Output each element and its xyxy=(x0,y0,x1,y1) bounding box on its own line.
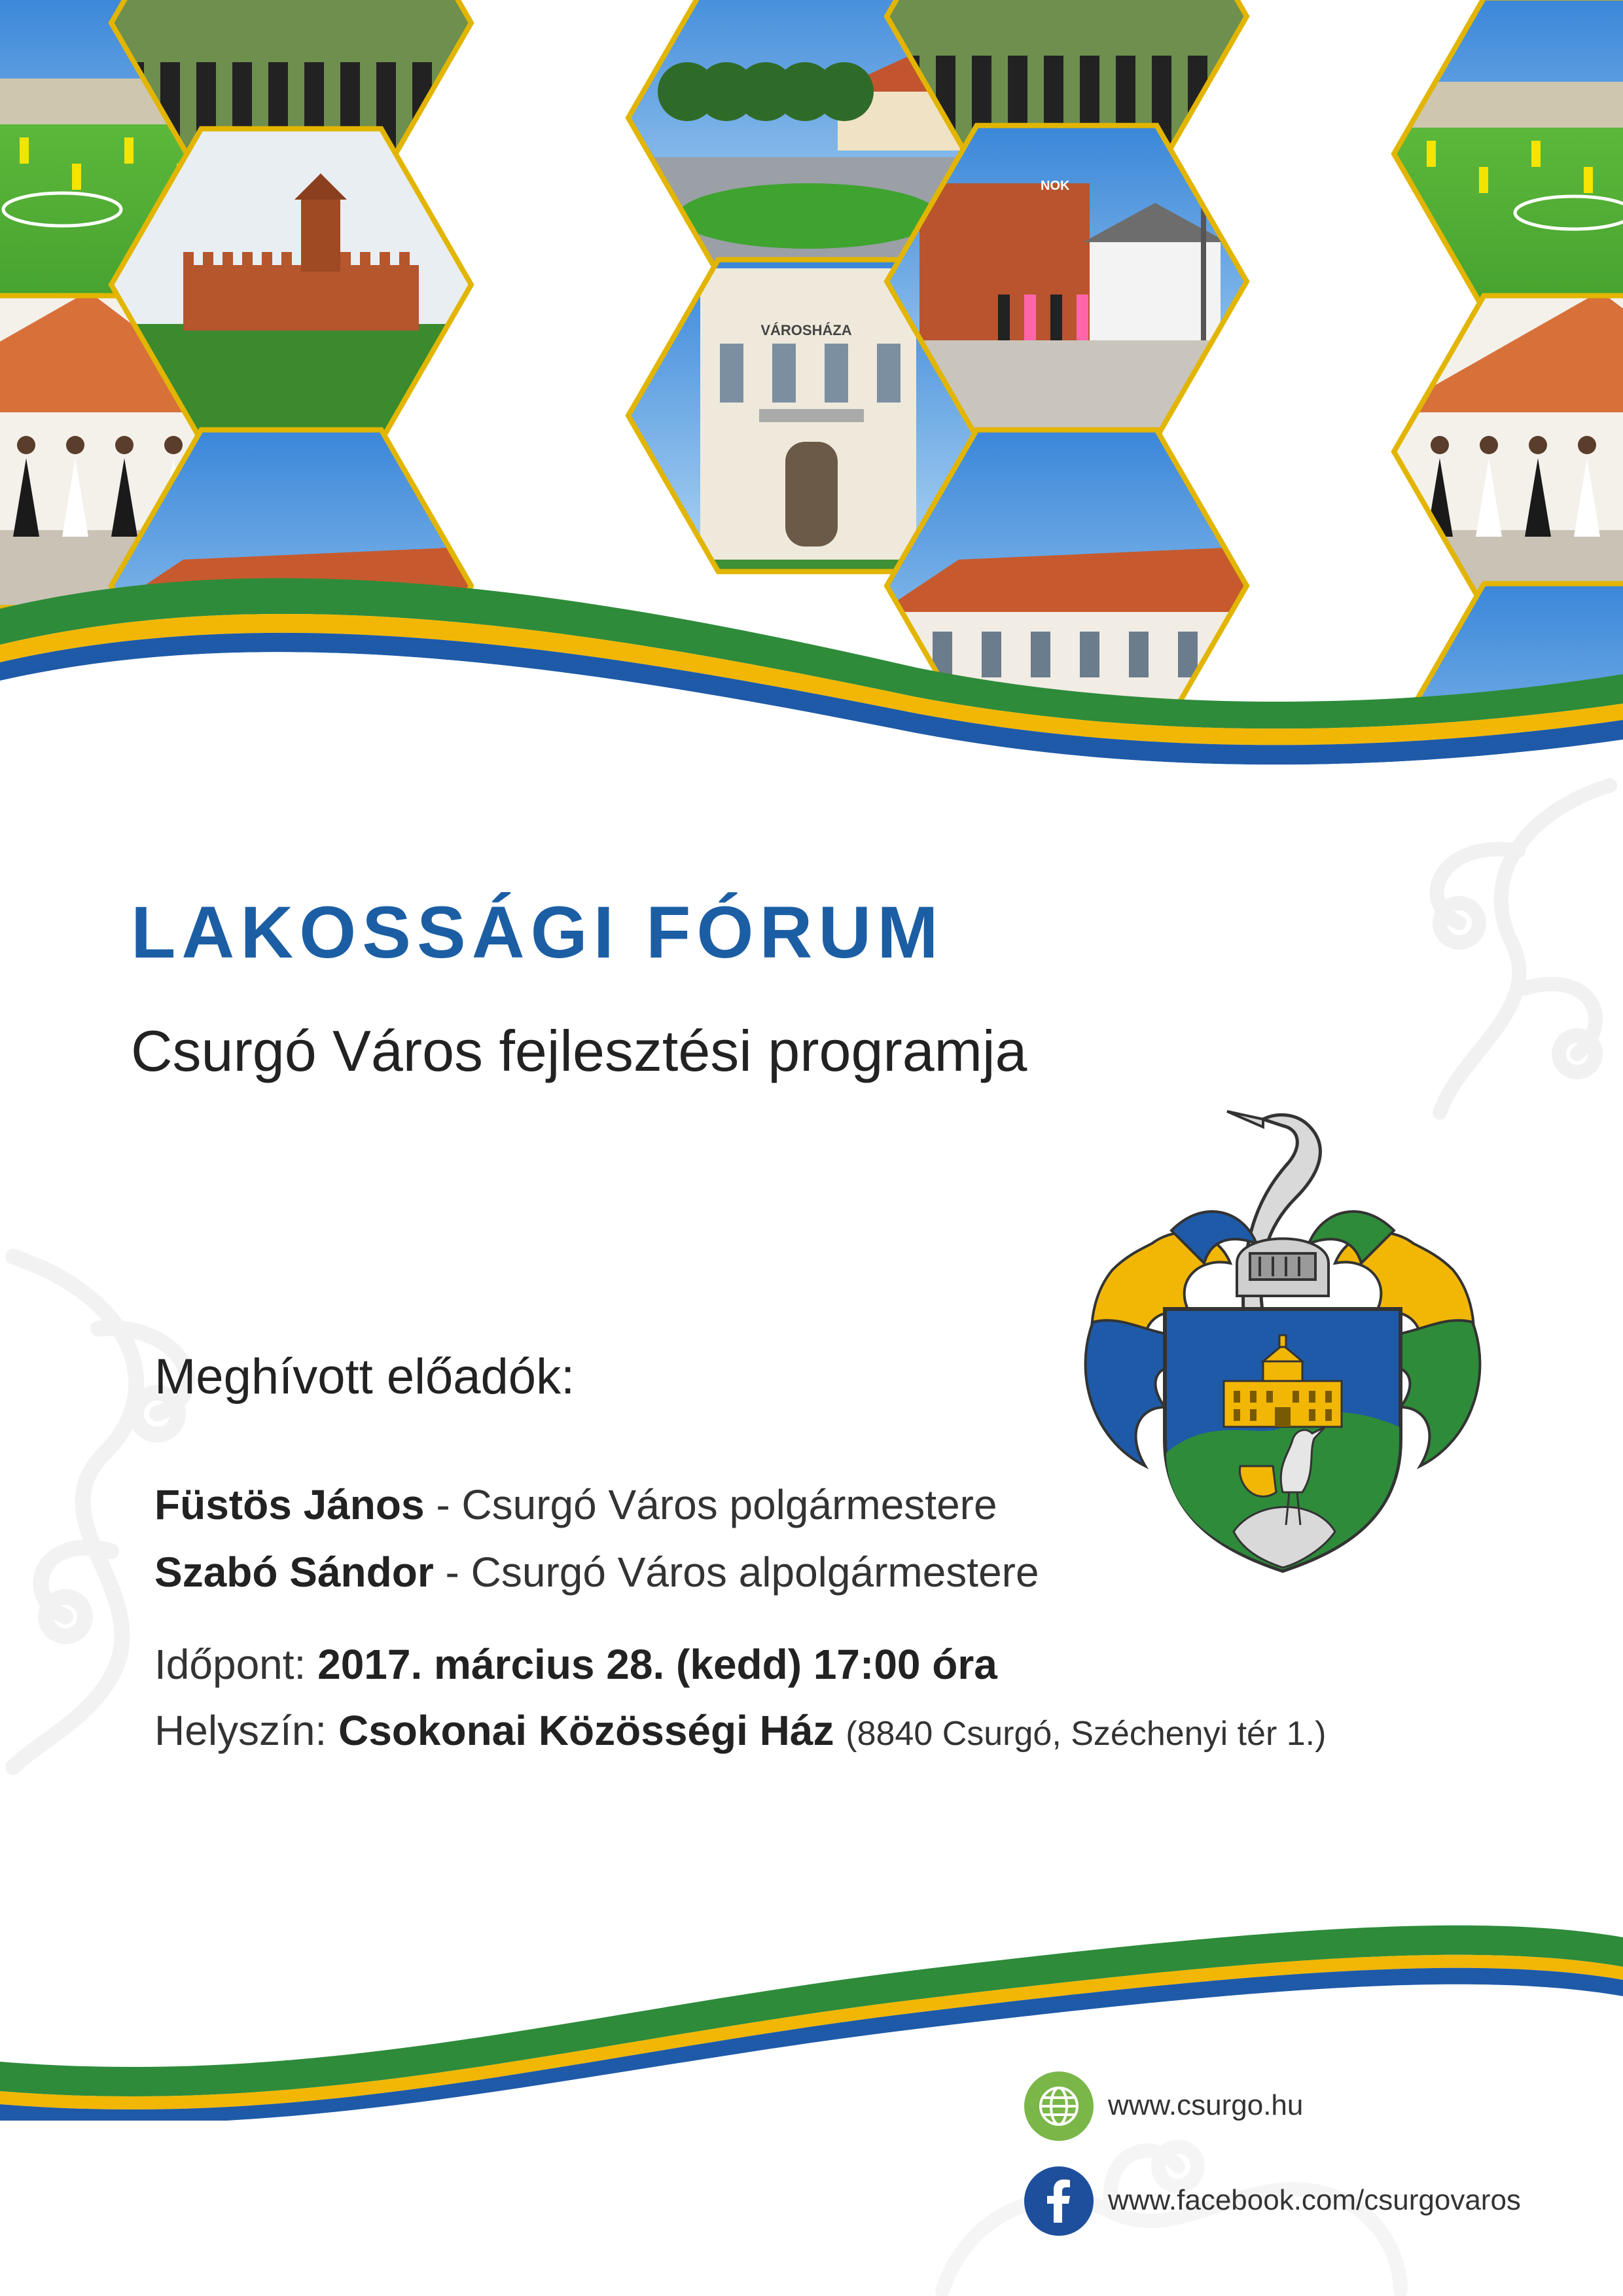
town-hall-sign: VÁROSHÁZA xyxy=(760,322,852,338)
speaker-name: Szabó Sándor xyxy=(154,1549,434,1596)
website-link[interactable]: www.csurgo.hu xyxy=(1108,2089,1304,2121)
place-label: Helyszín: xyxy=(154,1707,327,1754)
place-value: Csokonai Közösségi Ház xyxy=(338,1707,834,1754)
speaker-separator: - xyxy=(433,1549,471,1596)
floral-ornament-right xyxy=(1361,772,1623,1139)
time-value: 2017. március 28. (kedd) 17:00 óra xyxy=(317,1641,997,1688)
shield xyxy=(1165,1309,1400,1571)
speaker-1 xyxy=(154,1480,997,1529)
page-subtitle: Csurgó Város fejlesztési programja xyxy=(131,1018,1027,1083)
speaker-name: Füstös János xyxy=(154,1481,425,1528)
speaker-separator: - xyxy=(424,1481,462,1528)
page-title: LAKOSSÁGI FÓRUM xyxy=(131,891,944,973)
place-address: (8840 Csurgó, Széchenyi tér 1.) xyxy=(846,1715,1327,1753)
globe-icon[interactable] xyxy=(1024,2072,1094,2141)
speaker-role: Csurgó Város polgármestere xyxy=(461,1481,997,1528)
speakers-heading: Meghívott előadók: xyxy=(154,1349,575,1405)
footer-wave xyxy=(0,1898,1623,2121)
photo-collage-header xyxy=(0,0,1623,805)
facebook-icon[interactable] xyxy=(1024,2166,1094,2236)
speaker-role: Csurgó Város alpolgármestere xyxy=(471,1549,1039,1596)
helmet xyxy=(1237,1239,1329,1297)
event-time xyxy=(154,1640,997,1689)
facebook-link[interactable]: www.facebook.com/csurgovaros xyxy=(1108,2184,1521,2216)
time-label: Időpont: xyxy=(154,1641,306,1688)
event-place xyxy=(154,1706,1326,1755)
speaker-2 xyxy=(154,1548,1039,1596)
center-sign: NOK xyxy=(1041,179,1070,193)
coat-of-arms xyxy=(1067,1100,1499,1577)
